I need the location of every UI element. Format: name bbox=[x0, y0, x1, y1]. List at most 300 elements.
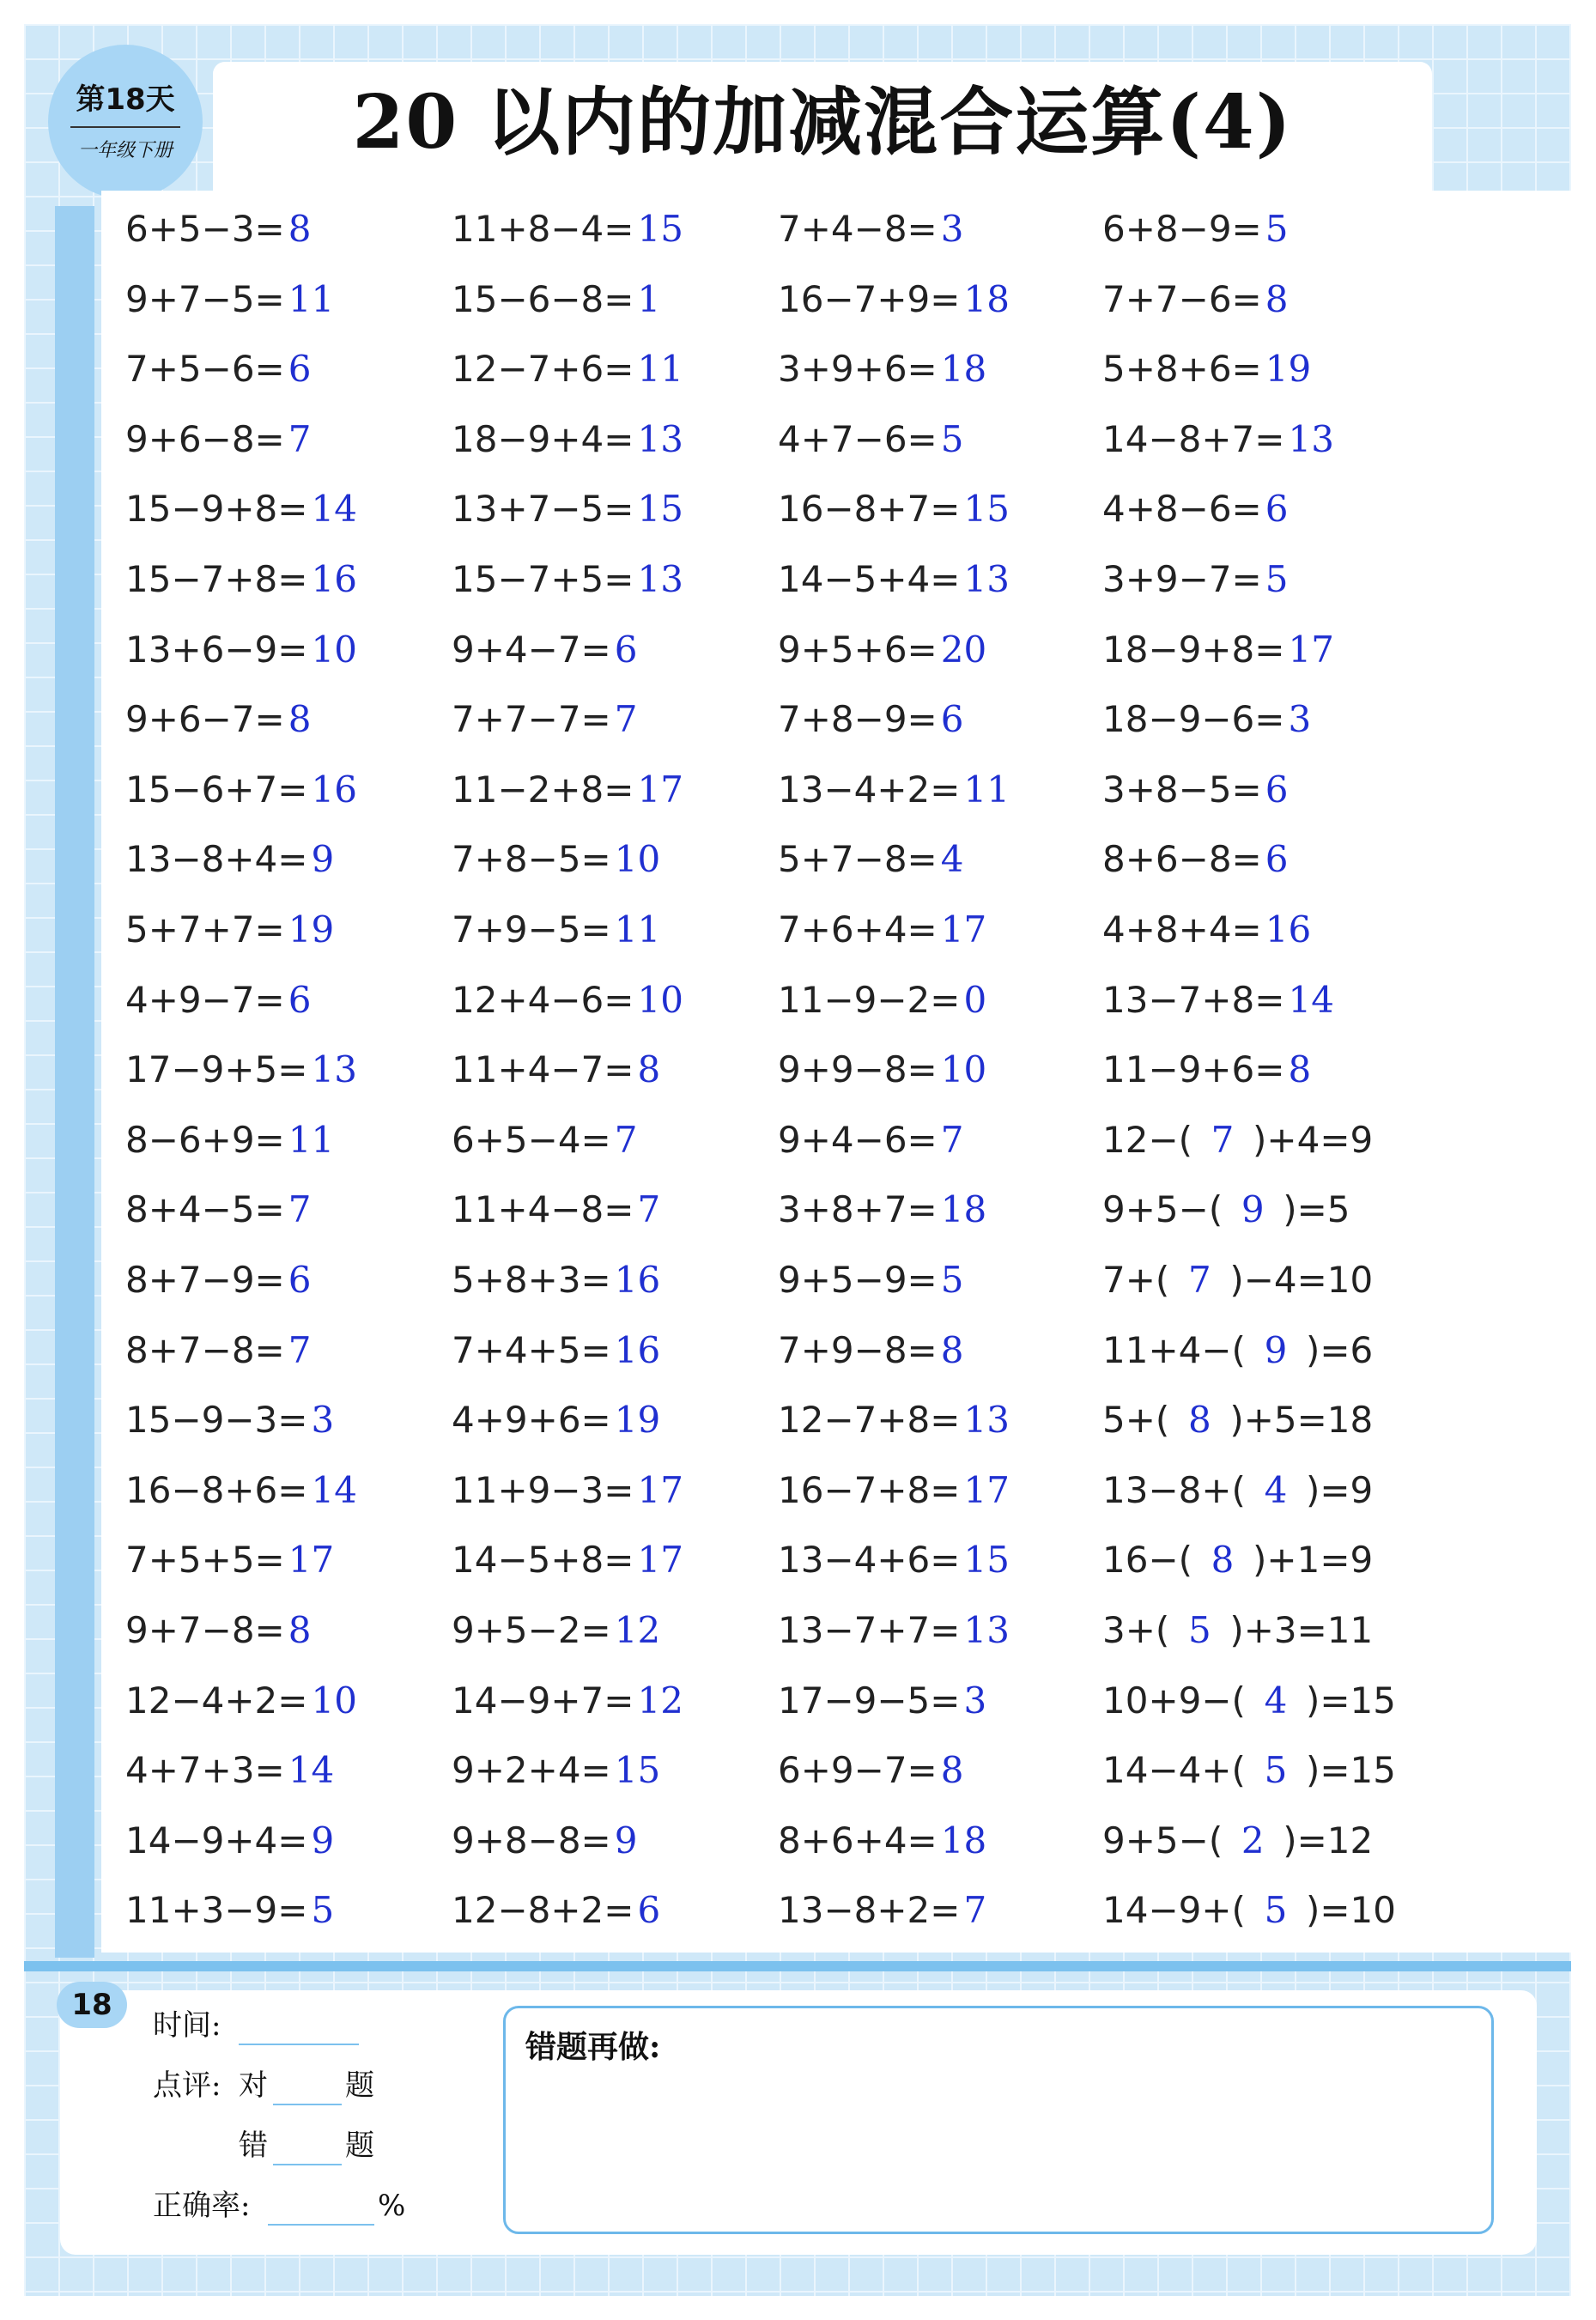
equation-suffix: )=9 bbox=[1305, 1468, 1374, 1511]
answer-text[interactable]: 14 bbox=[311, 1468, 357, 1511]
answer-text[interactable]: 5 bbox=[311, 1889, 335, 1932]
answer-text[interactable]: 6 bbox=[288, 978, 312, 1021]
equation-row bbox=[125, 339, 311, 399]
equation-suffix: )=12 bbox=[1283, 1819, 1374, 1861]
answer-text[interactable]: 11 bbox=[614, 908, 661, 950]
equation-text: 8−6+9= bbox=[125, 1118, 285, 1161]
equation-text: 12−7+6= bbox=[452, 348, 634, 391]
answer-text[interactable]: 14 bbox=[311, 488, 357, 531]
fill-blank-row bbox=[1102, 1250, 1373, 1310]
equation-prefix: 12−( bbox=[1102, 1118, 1193, 1161]
equation-row bbox=[778, 829, 963, 890]
equation-text: 8+4−5= bbox=[125, 1188, 285, 1231]
badge-divider bbox=[70, 126, 180, 128]
equation-text: 4+7+3= bbox=[125, 1749, 285, 1792]
day-label: 第18天 bbox=[76, 82, 175, 117]
equation-text: 16−8+6= bbox=[125, 1468, 308, 1511]
equation-row bbox=[452, 689, 637, 750]
answer-text[interactable]: 17 bbox=[637, 1539, 683, 1582]
equation-text: 7+7−7= bbox=[452, 698, 611, 741]
answer-text[interactable]: 17 bbox=[1288, 628, 1334, 671]
equation-text: 11+8−4= bbox=[452, 208, 634, 250]
equation-text: 15−7+8= bbox=[125, 558, 308, 600]
blank-answer[interactable]: 8 bbox=[1187, 1399, 1211, 1442]
equation-row bbox=[125, 1321, 311, 1381]
answer-text[interactable]: 16 bbox=[1265, 908, 1312, 950]
equation-row bbox=[125, 760, 357, 820]
page-title: 20 以内的加减混合运算(4) bbox=[352, 79, 1293, 166]
answer-text[interactable]: 3 bbox=[940, 208, 964, 250]
equation-row bbox=[452, 620, 637, 680]
equation-row bbox=[452, 1180, 660, 1240]
equation-row bbox=[778, 760, 1010, 820]
answer-text[interactable]: 16 bbox=[311, 558, 357, 600]
equation-row bbox=[1102, 410, 1334, 470]
blank-answer[interactable]: 7 bbox=[1187, 1259, 1211, 1301]
equation-row bbox=[452, 1461, 683, 1521]
equation-row bbox=[778, 270, 1010, 330]
equation-row bbox=[125, 410, 311, 470]
equation-suffix: )−4=10 bbox=[1229, 1259, 1374, 1301]
fill-blank-row bbox=[1102, 1110, 1373, 1170]
equation-suffix: )=15 bbox=[1305, 1679, 1396, 1722]
equation-text: 9+2+4= bbox=[452, 1749, 611, 1792]
equation-row bbox=[778, 1040, 986, 1100]
answer-text[interactable]: 11 bbox=[288, 1118, 335, 1161]
equation-row bbox=[778, 479, 1010, 539]
answer-text[interactable]: 3 bbox=[963, 1679, 987, 1722]
equation-row bbox=[778, 1110, 963, 1170]
equation-text: 9+6−8= bbox=[125, 417, 285, 460]
equation-row bbox=[452, 1880, 660, 1940]
equation-row bbox=[778, 410, 963, 470]
answer-text[interactable]: 18 bbox=[940, 348, 987, 391]
equation-row bbox=[1102, 339, 1311, 399]
equation-row bbox=[778, 339, 986, 399]
page-number: 18 bbox=[57, 1982, 127, 2028]
equation-text: 15−7+5= bbox=[452, 558, 634, 600]
equation-row bbox=[125, 1811, 334, 1871]
equation-row bbox=[778, 1671, 986, 1731]
accuracy-field[interactable] bbox=[268, 2224, 374, 2226]
answer-text[interactable]: 9 bbox=[614, 1819, 638, 1861]
answer-text[interactable]: 11 bbox=[637, 348, 683, 391]
equation-row bbox=[1102, 689, 1311, 750]
wrong-label: 错 bbox=[239, 2129, 268, 2163]
equation-text: 13−7+8= bbox=[1102, 978, 1285, 1021]
equation-row bbox=[452, 1600, 660, 1661]
answer-text[interactable]: 3 bbox=[1288, 698, 1312, 741]
equation-text: 16−7+9= bbox=[778, 277, 961, 320]
answer-text[interactable]: 13 bbox=[963, 558, 1010, 600]
equation-suffix: )=15 bbox=[1305, 1749, 1396, 1792]
equation-row bbox=[452, 1811, 637, 1871]
answer-text[interactable]: 8 bbox=[1288, 1048, 1312, 1091]
equation-text: 15−9+8= bbox=[125, 488, 308, 531]
equation-text: 4+8−6= bbox=[1102, 488, 1262, 531]
answer-text[interactable]: 5 bbox=[940, 1259, 964, 1301]
blank-answer[interactable]: 9 bbox=[1241, 1188, 1265, 1231]
equation-row bbox=[452, 1390, 660, 1450]
equation-row bbox=[452, 1250, 660, 1310]
equation-prefix: 10+9−( bbox=[1102, 1679, 1246, 1722]
equation-text: 9+4−7= bbox=[452, 628, 611, 671]
equation-row bbox=[452, 479, 683, 539]
answer-text[interactable]: 7 bbox=[637, 1188, 661, 1231]
answer-text[interactable]: 12 bbox=[637, 1679, 683, 1722]
wrong-count-field[interactable] bbox=[273, 2164, 342, 2165]
equation-row bbox=[778, 1740, 963, 1801]
blank-answer[interactable]: 4 bbox=[1264, 1679, 1288, 1722]
fill-blank-row bbox=[1102, 1180, 1350, 1240]
equation-text: 7+9−5= bbox=[452, 908, 611, 950]
answer-text[interactable]: 17 bbox=[637, 768, 683, 811]
equation-prefix: 14−9+( bbox=[1102, 1889, 1246, 1932]
equation-text: 8+7−9= bbox=[125, 1259, 285, 1301]
equation-text: 4+9+6= bbox=[452, 1399, 611, 1442]
equation-row bbox=[778, 550, 1010, 610]
answer-text[interactable]: 15 bbox=[963, 1539, 1010, 1582]
equation-text: 7+5+5= bbox=[125, 1539, 285, 1582]
equation-row bbox=[452, 1040, 660, 1100]
wrong-unit: 题 bbox=[345, 2129, 374, 2163]
answer-text[interactable]: 7 bbox=[940, 1118, 964, 1161]
answer-text[interactable]: 16 bbox=[614, 1259, 661, 1301]
answer-text[interactable]: 18 bbox=[963, 277, 1010, 320]
equation-row bbox=[1102, 199, 1288, 259]
equation-row bbox=[125, 620, 357, 680]
answer-text[interactable]: 6 bbox=[288, 1259, 312, 1301]
answer-text[interactable]: 6 bbox=[637, 1889, 661, 1932]
equation-row bbox=[778, 1390, 1010, 1450]
blank-answer[interactable]: 5 bbox=[1264, 1889, 1288, 1932]
equation-text: 6+5−4= bbox=[452, 1118, 611, 1161]
answer-text[interactable]: 14 bbox=[288, 1749, 335, 1792]
blank-answer[interactable]: 7 bbox=[1211, 1118, 1235, 1161]
answer-text[interactable]: 13 bbox=[311, 1048, 357, 1091]
equation-row bbox=[452, 829, 660, 890]
equation-text: 11+4−7= bbox=[452, 1048, 634, 1091]
correct-label: 对 bbox=[239, 2068, 268, 2103]
equation-row bbox=[125, 1880, 334, 1940]
answer-text[interactable]: 6 bbox=[288, 348, 312, 391]
answer-text[interactable]: 0 bbox=[963, 978, 987, 1021]
equation-row bbox=[1102, 829, 1288, 890]
equation-text: 7+8−9= bbox=[778, 698, 938, 741]
blank-answer[interactable]: 5 bbox=[1264, 1749, 1288, 1792]
equation-row bbox=[778, 1180, 986, 1240]
equation-text: 11+9−3= bbox=[452, 1468, 634, 1511]
equation-row bbox=[125, 479, 357, 539]
answer-text[interactable]: 5 bbox=[1265, 558, 1289, 600]
equation-text: 3+9−7= bbox=[1102, 558, 1262, 600]
answer-text[interactable]: 7 bbox=[288, 417, 312, 460]
equation-prefix: 11+4−( bbox=[1102, 1328, 1246, 1371]
equation-row bbox=[452, 1740, 660, 1801]
equation-text: 15−9−3= bbox=[125, 1399, 308, 1442]
equation-suffix: )+5=18 bbox=[1229, 1399, 1374, 1442]
answer-text[interactable]: 7 bbox=[963, 1889, 987, 1932]
equation-row bbox=[1102, 270, 1288, 330]
equation-text: 9+5+6= bbox=[778, 628, 938, 671]
equation-row bbox=[452, 1530, 683, 1590]
answer-text[interactable]: 15 bbox=[637, 208, 683, 250]
answer-text[interactable]: 1 bbox=[637, 277, 661, 320]
answer-text[interactable]: 7 bbox=[614, 698, 638, 741]
answer-text[interactable]: 12 bbox=[614, 1609, 661, 1651]
equation-prefix: 13−8+( bbox=[1102, 1468, 1246, 1511]
blank-answer[interactable]: 8 bbox=[1211, 1539, 1235, 1582]
answer-text[interactable]: 6 bbox=[1265, 768, 1289, 811]
equation-text: 18−9+8= bbox=[1102, 628, 1285, 671]
equation-row bbox=[125, 689, 311, 750]
blank-answer[interactable]: 5 bbox=[1187, 1609, 1211, 1651]
answer-text[interactable]: 19 bbox=[288, 908, 335, 950]
equation-text: 12−7+8= bbox=[778, 1399, 961, 1442]
equation-row bbox=[778, 620, 986, 680]
equation-row bbox=[452, 1671, 683, 1731]
equation-text: 12−8+2= bbox=[452, 1889, 634, 1932]
blank-answer[interactable]: 2 bbox=[1241, 1819, 1265, 1861]
equation-text: 9+4−6= bbox=[778, 1118, 938, 1161]
answer-text[interactable]: 15 bbox=[963, 488, 1010, 531]
equation-text: 18−9−6= bbox=[1102, 698, 1285, 741]
answer-text[interactable]: 15 bbox=[614, 1749, 661, 1792]
equation-prefix: 3+( bbox=[1102, 1609, 1170, 1651]
answer-text[interactable]: 13 bbox=[963, 1609, 1010, 1651]
answer-text[interactable]: 14 bbox=[1288, 978, 1334, 1021]
answer-text[interactable]: 10 bbox=[940, 1048, 987, 1091]
answer-text[interactable]: 11 bbox=[288, 277, 335, 320]
answer-text[interactable]: 10 bbox=[614, 838, 661, 881]
equation-text: 9+6−7= bbox=[125, 698, 285, 741]
equation-row bbox=[125, 1671, 357, 1731]
answer-text[interactable]: 13 bbox=[637, 417, 683, 460]
equation-row bbox=[452, 1321, 660, 1381]
equation-text: 9+8−8= bbox=[452, 1819, 611, 1861]
equation-row bbox=[452, 760, 683, 820]
answer-text[interactable]: 9 bbox=[311, 838, 335, 881]
equation-text: 8+6+4= bbox=[778, 1819, 938, 1861]
answer-text[interactable]: 11 bbox=[963, 768, 1010, 811]
percent-sign: % bbox=[378, 2189, 406, 2223]
answer-text[interactable]: 8 bbox=[940, 1749, 964, 1792]
equation-text: 13+6−9= bbox=[125, 628, 308, 671]
answer-text[interactable]: 6 bbox=[614, 628, 638, 671]
equation-prefix: 16−( bbox=[1102, 1539, 1193, 1582]
equation-text: 13−8+4= bbox=[125, 838, 308, 881]
blank-answer[interactable]: 4 bbox=[1264, 1468, 1288, 1511]
answer-text[interactable]: 8 bbox=[940, 1328, 964, 1371]
fill-blank-row bbox=[1102, 1811, 1373, 1871]
answer-text[interactable]: 17 bbox=[288, 1539, 335, 1582]
equation-row bbox=[452, 1110, 637, 1170]
equation-text: 9+5−2= bbox=[452, 1609, 611, 1651]
answer-text[interactable]: 7 bbox=[614, 1118, 638, 1161]
answer-text[interactable]: 19 bbox=[614, 1399, 661, 1442]
equation-suffix: )+3=11 bbox=[1229, 1609, 1374, 1651]
equation-text: 14−5+8= bbox=[452, 1539, 634, 1582]
equation-row bbox=[125, 550, 357, 610]
fill-blank-row bbox=[1102, 1671, 1396, 1731]
equation-row bbox=[1102, 550, 1288, 610]
equation-row bbox=[452, 270, 660, 330]
answer-text[interactable]: 18 bbox=[940, 1188, 987, 1231]
equation-row bbox=[778, 970, 986, 1030]
answer-text[interactable]: 17 bbox=[637, 1468, 683, 1511]
answer-text[interactable]: 16 bbox=[311, 768, 357, 811]
equation-row bbox=[1102, 1040, 1311, 1100]
equation-prefix: 14−4+( bbox=[1102, 1749, 1246, 1792]
equation-row bbox=[452, 550, 683, 610]
equation-suffix: )=5 bbox=[1283, 1188, 1350, 1231]
equation-row bbox=[125, 1180, 311, 1240]
answer-text[interactable]: 5 bbox=[1265, 208, 1289, 250]
equation-text: 16−7+8= bbox=[778, 1468, 961, 1511]
equation-text: 7+7−6= bbox=[1102, 277, 1262, 320]
answer-text[interactable]: 8 bbox=[288, 208, 312, 250]
answer-text[interactable]: 6 bbox=[1265, 488, 1289, 531]
equation-row bbox=[125, 1461, 357, 1521]
equation-text: 13−7+7= bbox=[778, 1609, 961, 1651]
equation-text: 6+5−3= bbox=[125, 208, 285, 250]
equation-row bbox=[452, 199, 683, 259]
equation-row bbox=[125, 1250, 311, 1310]
accuracy-label: 正确率: bbox=[153, 2189, 251, 2223]
equation-text: 6+8−9= bbox=[1102, 208, 1262, 250]
answer-text[interactable]: 19 bbox=[1265, 348, 1312, 391]
equation-suffix: )+4=9 bbox=[1253, 1118, 1374, 1161]
equation-text: 11−9−2= bbox=[778, 978, 961, 1021]
blank-answer[interactable]: 9 bbox=[1264, 1328, 1288, 1371]
equation-text: 17−9−5= bbox=[778, 1679, 961, 1722]
answer-text[interactable]: 10 bbox=[637, 978, 683, 1021]
equation-row bbox=[778, 199, 963, 259]
equation-prefix: 7+( bbox=[1102, 1259, 1170, 1301]
equation-row bbox=[125, 1390, 334, 1450]
left-decor-stripe bbox=[55, 206, 94, 1958]
equation-text: 7+8−5= bbox=[452, 838, 611, 881]
answer-text[interactable]: 10 bbox=[311, 1679, 357, 1722]
answer-text[interactable]: 6 bbox=[940, 698, 964, 741]
redo-title: 错题再做: bbox=[525, 2029, 661, 2065]
equation-text: 5+7−8= bbox=[778, 838, 938, 881]
equation-text: 14−8+7= bbox=[1102, 417, 1285, 460]
equation-text: 5+7+7= bbox=[125, 908, 285, 950]
equation-row bbox=[125, 1040, 357, 1100]
answer-text[interactable]: 8 bbox=[288, 698, 312, 741]
equation-text: 3+8+7= bbox=[778, 1188, 938, 1231]
answer-text[interactable]: 3 bbox=[311, 1399, 335, 1442]
answer-text[interactable]: 18 bbox=[940, 1819, 987, 1861]
answer-text[interactable]: 6 bbox=[1265, 838, 1289, 881]
equation-suffix: )+1=9 bbox=[1253, 1539, 1374, 1582]
equation-row bbox=[778, 1530, 1010, 1590]
answer-text[interactable]: 10 bbox=[311, 628, 357, 671]
time-field[interactable] bbox=[239, 2044, 359, 2045]
answer-text[interactable]: 17 bbox=[940, 908, 987, 950]
equation-text: 4+7−6= bbox=[778, 417, 938, 460]
equation-row bbox=[1102, 900, 1311, 960]
equation-row bbox=[452, 900, 660, 960]
answer-text[interactable]: 8 bbox=[1265, 277, 1289, 320]
equation-row bbox=[778, 900, 986, 960]
answer-text[interactable]: 17 bbox=[963, 1468, 1010, 1511]
equation-row bbox=[125, 199, 311, 259]
equation-text: 13−8+2= bbox=[778, 1889, 961, 1932]
equation-text: 12−4+2= bbox=[125, 1679, 308, 1722]
equation-text: 3+8−5= bbox=[1102, 768, 1262, 811]
equation-text: 9+9−8= bbox=[778, 1048, 938, 1091]
equation-row bbox=[778, 1321, 963, 1381]
equation-text: 8+7−8= bbox=[125, 1328, 285, 1371]
equation-text: 8+6−8= bbox=[1102, 838, 1262, 881]
equation-text: 13+7−5= bbox=[452, 488, 634, 531]
equation-text: 11+4−8= bbox=[452, 1188, 634, 1231]
answer-text[interactable]: 20 bbox=[940, 628, 987, 671]
answer-text[interactable]: 4 bbox=[940, 838, 964, 881]
equation-row bbox=[125, 1600, 311, 1661]
answer-text[interactable]: 8 bbox=[288, 1609, 312, 1651]
equation-text: 4+8+4= bbox=[1102, 908, 1262, 950]
answer-text[interactable]: 8 bbox=[637, 1048, 661, 1091]
equation-text: 7+5−6= bbox=[125, 348, 285, 391]
answer-text[interactable]: 7 bbox=[288, 1188, 312, 1231]
answer-text[interactable]: 9 bbox=[311, 1819, 335, 1861]
equation-row bbox=[778, 1811, 986, 1871]
equation-text: 12+4−6= bbox=[452, 978, 634, 1021]
answer-text[interactable]: 13 bbox=[963, 1399, 1010, 1442]
equation-row bbox=[1102, 479, 1288, 539]
answer-text[interactable]: 13 bbox=[1288, 417, 1334, 460]
equation-text: 14−9+4= bbox=[125, 1819, 308, 1861]
answer-text[interactable]: 16 bbox=[614, 1328, 661, 1371]
equation-text: 15−6+7= bbox=[125, 768, 308, 811]
equation-text: 3+9+6= bbox=[778, 348, 938, 391]
equation-row bbox=[125, 970, 311, 1030]
time-label: 时间: bbox=[153, 2008, 221, 2043]
equation-text: 7+9−8= bbox=[778, 1328, 938, 1371]
equation-text: 4+9−7= bbox=[125, 978, 285, 1021]
fill-blank-row bbox=[1102, 1600, 1373, 1661]
equation-prefix: 5+( bbox=[1102, 1399, 1170, 1442]
equation-text: 9+5−9= bbox=[778, 1259, 938, 1301]
equation-row bbox=[125, 1110, 334, 1170]
equation-suffix: )=6 bbox=[1305, 1328, 1374, 1371]
equation-text: 11−2+8= bbox=[452, 768, 634, 811]
equation-text: 11−9+6= bbox=[1102, 1048, 1285, 1091]
equation-text: 7+6+4= bbox=[778, 908, 938, 950]
equation-text: 14−5+4= bbox=[778, 558, 961, 600]
equation-row bbox=[778, 1250, 963, 1310]
correct-count-field[interactable] bbox=[273, 2104, 342, 2105]
answer-text[interactable]: 15 bbox=[637, 488, 683, 531]
answer-text[interactable]: 13 bbox=[637, 558, 683, 600]
answer-text[interactable]: 7 bbox=[288, 1328, 312, 1371]
equation-text: 7+4−8= bbox=[778, 208, 938, 250]
equation-text: 14−9+7= bbox=[452, 1679, 634, 1722]
answer-text[interactable]: 5 bbox=[940, 417, 964, 460]
equation-row bbox=[778, 1461, 1010, 1521]
equation-text: 13−4+6= bbox=[778, 1539, 961, 1582]
day-badge bbox=[48, 45, 203, 199]
right-margin-strip bbox=[1430, 191, 1571, 1953]
review-label: 点评: bbox=[153, 2068, 221, 2103]
grade-label: 一年级下册 bbox=[77, 140, 173, 161]
equation-suffix: )=10 bbox=[1305, 1889, 1396, 1932]
equation-text: 6+9−7= bbox=[778, 1749, 938, 1792]
equation-row bbox=[1102, 620, 1334, 680]
